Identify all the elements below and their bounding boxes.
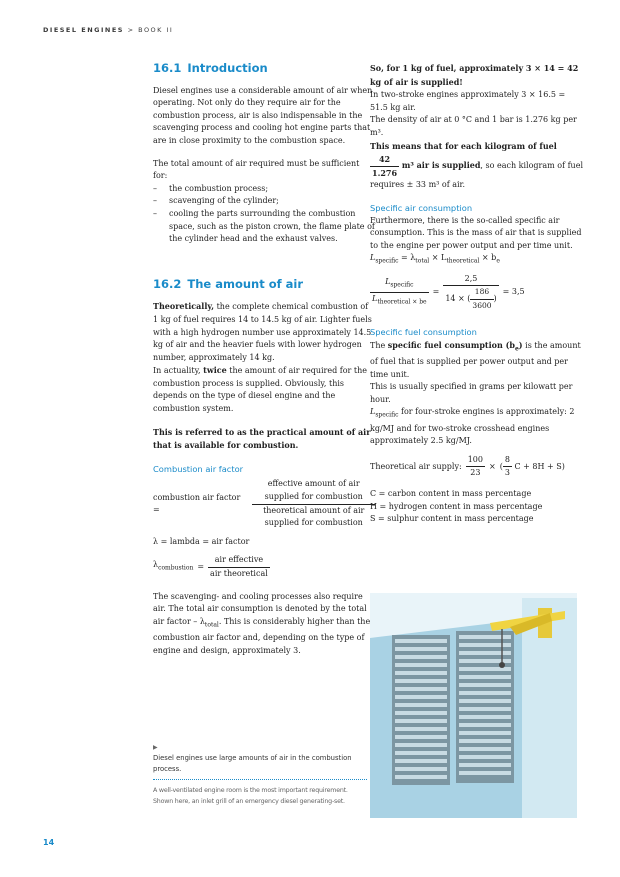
ratio-fraction-left: $\frac{L_{specific}}{L_{theoretical \times be}}$ bbox=[372, 276, 427, 306]
legend-sulphur: S = sulphur content in mass percentage bbox=[370, 514, 534, 524]
right-column bbox=[370, 62, 584, 526]
specific-fuel-consumption-heading: Specific fuel consumption bbox=[370, 327, 477, 338]
list-item: – the combustion process; bbox=[153, 183, 269, 193]
legend-hydrogen: H = hydrogen content in mass percentage bbox=[370, 501, 543, 511]
header-title: DIESEL ENGINES bbox=[43, 26, 124, 34]
intro-paragraph: Diesel engines use a considerable amount of air when operating. Not only do they require air for the combustion process, air is also indispensable in the scavenging process and cooling hot engine parts that are in close proximity to the combustion space. bbox=[153, 85, 373, 145]
per-kilogram-heading: This means that for each kilogram of fuel bbox=[370, 140, 557, 151]
caption-line-2: A well-ventilated engine room is the most important requirement. Shown here, an inlet grill of an emergency diesel generating-set. bbox=[153, 787, 348, 805]
formula-fraction: $\frac{\text{effective amount of air supplied for combustion}}{\text{theoretical amount of air supplied for combustion}}$ bbox=[252, 478, 375, 529]
specific-air-equation: $L_{specific} = \lambda_{total} \times L_{theoretical} \times b_e$ bbox=[370, 253, 500, 265]
grill-left bbox=[392, 635, 450, 785]
formula-fraction: $\frac{\text{air effective}}{\text{air theoretical}}$ bbox=[210, 555, 268, 578]
sfc-values-paragraph: $L_{specific}$ for four-stroke engines is approximately: 2 kg/MJ and for two-stroke crosshead engines approximately 2.5 kg/MJ. bbox=[370, 407, 575, 446]
header-sep: > bbox=[127, 26, 135, 34]
lambda-combustion-formula: $\lambda_{combustion}$ = $\frac{\text{air effective}}{\text{air theoretical}}$ bbox=[153, 554, 375, 580]
section-number: 16.2 bbox=[153, 276, 182, 291]
ratio-fraction-right: 2,5 14 × ( $\frac{186}{3600}$ ) bbox=[445, 273, 497, 310]
running-header bbox=[43, 26, 173, 34]
two-stroke-paragraph: In two-stroke engines approximately 3 × 16.5 = 51.5 kg air. bbox=[370, 90, 566, 112]
left-column bbox=[153, 62, 375, 657]
ratio-equation: $\frac{L_{specific}}{L_{theoretical \times be}}$ = 2,5 14 × ( $\frac{186}{3600}$ ) = 3,5 bbox=[370, 273, 584, 313]
air-per-kg-paragraph: $\frac{42}{1.276}$ m³ air is supplied, so each kilogram of fuel requires ± 33 m³ of air. bbox=[370, 154, 584, 190]
header-book: BOOK II bbox=[138, 26, 174, 34]
combustion-air-factor-formula bbox=[153, 478, 375, 529]
actuality-paragraph: In actuality, twice the amount of air required for the combustion process is supplied. Obviously, this depends on the type of diesel engine and the combustion system. bbox=[153, 365, 368, 414]
practical-amount-paragraph: This is referred to as the practical amount of air that is available for combustion. bbox=[153, 426, 371, 451]
air-density-paragraph: The density of air at 0 °C and 1 bar is 1.276 kg per m³. bbox=[370, 115, 577, 137]
sfc-units-paragraph: This is usually specified in grams per kilowatt per hour. bbox=[370, 382, 573, 404]
page-number: 14 bbox=[43, 838, 55, 847]
section-number: 16.1 bbox=[153, 61, 182, 75]
theoretically-paragraph: Theoretically, the complete chemical combustion of 1 kg of fuel requires 14 to 14.5 kg of air. Lighter fuels with a high hydrogen number use approximately 14.5 kg of air and the heavier fuels with lower hydrogen number, approximately 14 kg. bbox=[153, 301, 372, 362]
theoretical-air-supply-formula: Theoretical air supply: $\frac{100}{23}$ × ( $\frac{8}{3}$ C + 8H + S) bbox=[370, 454, 565, 478]
section-title: Introduction bbox=[187, 61, 268, 75]
inlet-grill-photo bbox=[370, 593, 577, 818]
fraction-42: $\frac{42}{1.276}$ bbox=[372, 154, 398, 178]
caption-divider bbox=[153, 779, 367, 780]
specific-air-consumption-heading: Specific air consumption bbox=[370, 202, 473, 213]
total-air-paragraph: The total amount of air required must be sufficient for: bbox=[153, 158, 360, 181]
total-air-factor-paragraph: The scavenging- and cooling processes also require air. The total air consumption is denoted by the total air factor – $\lambda_{total}$. This is considerably higher than the combustion air factor and, depending on the type of engine and design, approximately 3. bbox=[153, 591, 371, 655]
fuel-air-statement: So, for 1 kg of fuel, approximately 3 × 14 = 42 kg of air is supplied! bbox=[370, 63, 579, 87]
combustion-air-factor-heading: Combustion air factor bbox=[153, 463, 244, 474]
caption-line-1: Diesel engines use large amounts of air in the combustion process. bbox=[153, 754, 352, 773]
formula-lhs: combustion air factor = bbox=[153, 492, 241, 515]
section-16-1-heading bbox=[153, 62, 375, 75]
lambda-definition: λ = lambda = air factor bbox=[153, 536, 250, 546]
grill-right bbox=[456, 631, 514, 783]
air-usage-list bbox=[153, 183, 375, 246]
section-title: The amount of air bbox=[187, 276, 304, 291]
list-item: – scavenging of the cylinder; bbox=[153, 196, 279, 206]
list-item: – cooling the parts surrounding the combustion space, such as the piston crown, the flame plate of the cylinder head and the exhaust valves. bbox=[153, 208, 375, 244]
legend-carbon: C = carbon content in mass percentage bbox=[370, 489, 532, 498]
section-16-2-heading bbox=[153, 278, 375, 291]
sfc-paragraph: The specific fuel consumption $(b_e)$ is the amount of fuel that is supplied per power output and per time unit. bbox=[370, 339, 581, 379]
specific-air-paragraph: Furthermore, there is the so-called specific air consumption. This is the mass of air that is supplied to the engine per power output and per time unit. bbox=[370, 215, 582, 250]
photo-illustration bbox=[370, 593, 577, 818]
caption-arrow-icon: ▶ bbox=[153, 744, 158, 751]
figure-caption bbox=[153, 742, 367, 807]
